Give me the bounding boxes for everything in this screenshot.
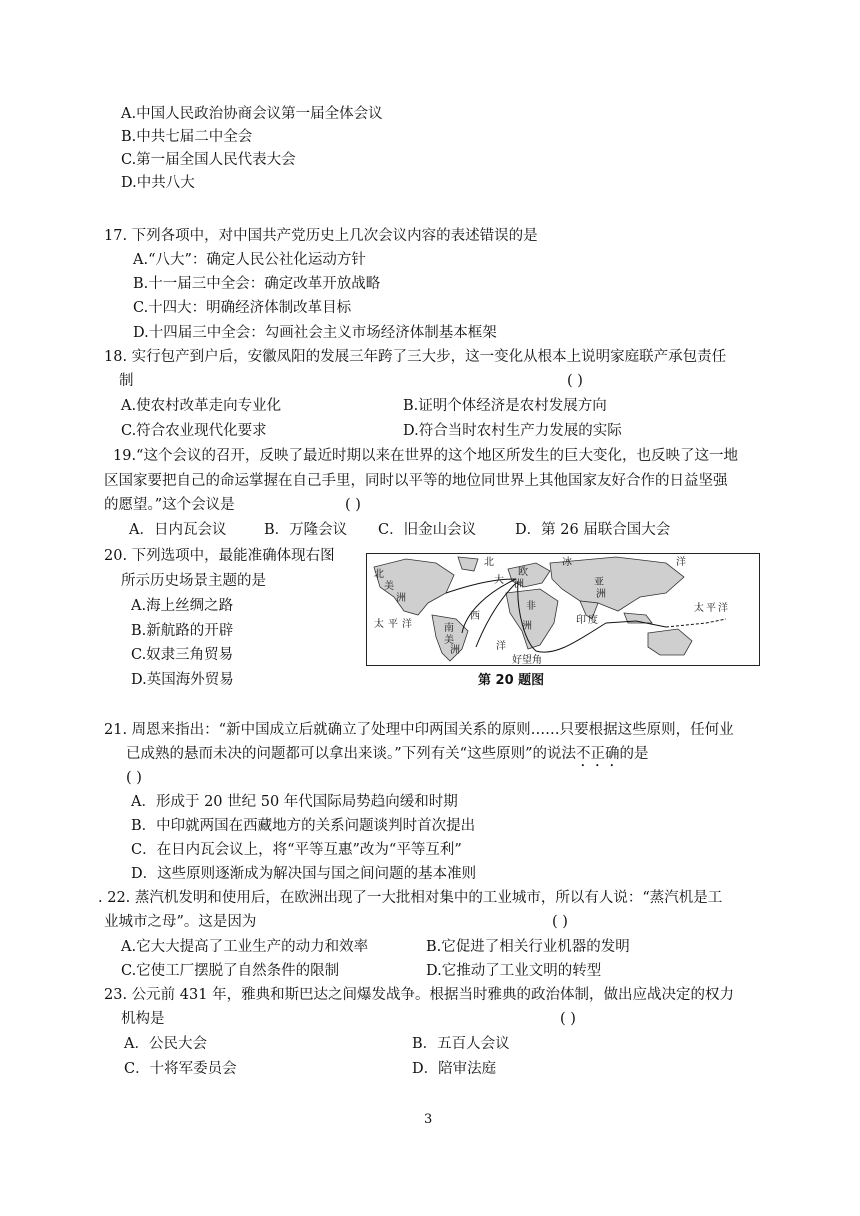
map-label: 洲 <box>522 621 532 632</box>
map-label: 太 <box>374 619 384 630</box>
q23-option-b: B．五百人会议 <box>412 1036 510 1052</box>
q18-option-b: B.证明个体经济是农村发展方向 <box>403 398 607 414</box>
q23-option-c: C．十将军委员会 <box>124 1061 237 1077</box>
q18-option-c: C.符合农业现代化要求 <box>121 423 267 439</box>
q19-stem-line3: 的愿望。”这个会议是 <box>104 497 235 513</box>
map-label: 北 <box>484 557 494 568</box>
q19-answer-paren: ( ) <box>345 497 361 513</box>
q16-option-a: A.中国人民政治协商会议第一届全体会议 <box>121 106 383 122</box>
q19-option-d: D．第 26 届联合国大会 <box>515 522 671 538</box>
q21-stem-line2 <box>126 744 649 770</box>
map-label: 南 <box>444 623 454 634</box>
q17-stem: 17. 下列各项中，对中国共产党历史上几次会议内容的表述错误的是 <box>104 228 538 244</box>
q19-option-c: C．旧金山会议 <box>378 522 477 538</box>
map-label: 度 <box>588 615 598 626</box>
q18-stem-line1: 18. 实行包产到户后，安徽凤阳的发展三年跨了三大步，这一变化从根本上说明家庭联产承包责任 <box>104 349 727 365</box>
map-label: 洲 <box>596 589 606 600</box>
q23-stem-line1: 23. 公元前 431 年，雅典和斯巴达之间爆发战争。根据当时雅典的政治体制，做出应战决定的权力 <box>104 987 735 1003</box>
q21-answer-paren: ( ) <box>126 770 142 786</box>
map-label: 北 <box>374 569 384 580</box>
q23-answer-paren: ( ) <box>560 1011 576 1027</box>
q21-stem-line1: 21. 周恩来指出：“新中国成立后就确立了处理中印两国关系的原则……只要根据这些原则，任何业 <box>104 722 734 738</box>
map-label: 印 <box>576 615 586 626</box>
q22-stem-line2: 业城市之母”。这是因为 <box>104 914 257 930</box>
q22-answer-paren: ( ) <box>552 914 568 930</box>
q23-option-d: D．陪审法庭 <box>412 1061 497 1077</box>
map-label: 平 <box>706 603 716 614</box>
q19-stem-line1: 19.“这个会议的召开，反映了最近时期以来在世界的这个地区所发生的巨大变化，也反映了这一地 <box>113 448 738 464</box>
q22-stem-line1: . 22. 蒸汽机发明和使用后，在欧洲出现了一大批相对集中的工业城市，所以有人说：“蒸汽机是工 <box>98 890 723 906</box>
map-label: 非 <box>526 601 536 612</box>
q20-option-d: D.英国海外贸易 <box>131 672 234 688</box>
q20-stem-line2: 所示历史场景主题的是 <box>121 573 266 589</box>
map-label: 大 <box>494 575 504 586</box>
q20-option-c: C.奴隶三角贸易 <box>131 647 234 663</box>
q23-option-a: A．公民大会 <box>124 1036 207 1052</box>
map-label: 美 <box>444 635 454 646</box>
map-label: 冰 <box>562 557 572 568</box>
q19-option-b: B．万隆会议 <box>264 522 348 538</box>
q22-option-a: A.它大大提高了工业生产的动力和效率 <box>121 939 369 955</box>
map-label: 洋 <box>718 603 728 614</box>
q21-option-d: D．这些原则逐渐成为解决国与国之间问题的基本准则 <box>131 866 477 882</box>
q21-option-c: C．在日内瓦会议上，将“平等互惠”改为“平等互利” <box>131 842 462 858</box>
q21-option-a: A．形成于 20 世纪 50 年代国际局势趋向缓和时期 <box>131 794 458 810</box>
q18-option-d: D.符合当时农村生产力发展的实际 <box>403 423 622 439</box>
map-label: 洲 <box>514 579 524 590</box>
map-label: 美 <box>384 581 394 592</box>
map-label: 太 <box>694 603 704 614</box>
q21-stem-end: 的是 <box>619 746 649 762</box>
q19-stem-line2: 区国家要把自己的命运掌握在自己手里，同时以平等的地位同世界上其他国家友好合作的日益坚强 <box>104 473 728 489</box>
q17-option-d: D.十四届三中全会：勾画社会主义市场经济体制基本框架 <box>133 325 497 341</box>
q16-option-b: B.中共七届二中全会 <box>121 129 253 145</box>
q20-option-b: B.新航路的开辟 <box>131 623 234 639</box>
q22-option-c: C.它使工厂摆脱了自然条件的限制 <box>121 963 340 979</box>
q21-emphasis-text: 不正确 <box>576 746 620 762</box>
map-label: 洋 <box>496 641 506 652</box>
q18-answer-paren: ( ) <box>567 373 583 389</box>
map-label: 洋 <box>402 619 412 630</box>
figure-caption: 第 20 题图 <box>478 673 545 688</box>
q17-option-c: C.十四大：明确经济体制改革目标 <box>133 300 352 316</box>
q22-option-b: B.它促进了相关行业机器的发明 <box>426 939 630 955</box>
q21-option-b: B．中印就两国在西藏地方的关系问题谈判时首次提出 <box>131 818 476 834</box>
page-number: 3 <box>424 1112 433 1127</box>
world-map-figure <box>366 553 760 666</box>
q16-option-c: C.第一届全国人民代表大会 <box>121 152 296 168</box>
map-label: 洲 <box>396 593 406 604</box>
q19-option-a: A．日内瓦会议 <box>129 522 227 538</box>
map-label: 亚 <box>594 577 604 588</box>
q17-option-a: A.“八大”：确定人民公社化运动方针 <box>133 252 366 268</box>
map-label: 好望角 <box>512 655 542 666</box>
q22-option-d: D.它推动了工业文明的转型 <box>426 963 602 979</box>
map-label: 洲 <box>450 645 460 656</box>
q18-option-a: A.使农村改革走向专业化 <box>121 398 282 414</box>
q20-stem-line1: 20. 下列选项中，最能准确体现右图 <box>104 548 335 564</box>
map-label: 欧 <box>518 567 528 578</box>
q23-stem-line2: 机构是 <box>121 1011 165 1027</box>
q16-option-d: D.中共八大 <box>121 175 195 191</box>
q18-stem-line2: 制 <box>119 373 134 389</box>
q21-stem-text: 已成熟的悬而未决的问题都可以拿出来谈。”下列有关“这些原则”的说法 <box>126 746 576 762</box>
map-label: 平 <box>388 619 398 630</box>
q20-option-a: A.海上丝绸之路 <box>131 598 234 614</box>
map-label: 洋 <box>676 557 686 568</box>
map-label: 西 <box>470 611 480 622</box>
q17-option-b: B.十一届三中全会：确定改革开放战略 <box>133 276 381 292</box>
